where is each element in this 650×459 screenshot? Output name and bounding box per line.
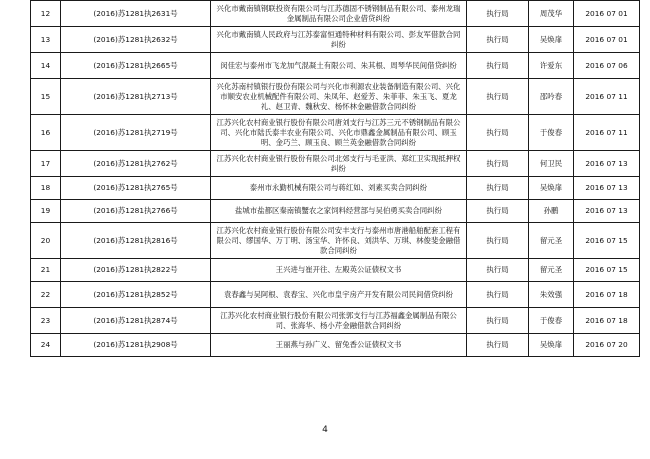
department: 执行局 (467, 53, 529, 79)
case-description: 江苏兴化农村商业银行股份有限公司安丰支行与泰州市唐港船舶配套工程有限公司、缪国华、万丁明、汤宝华、许怀良、刘洪华、万琪、林俊斐金融借款合同纠纷 (211, 223, 467, 259)
department: 执行局 (467, 200, 529, 223)
filing-date: 2016 07 01 (574, 1, 640, 27)
department: 执行局 (467, 151, 529, 177)
filing-date: 2016 07 15 (574, 223, 640, 259)
page-number: 4 (322, 425, 328, 435)
department: 执行局 (467, 79, 529, 115)
department: 执行局 (467, 308, 529, 334)
case-description: 闵佳宏与泰州市飞龙加气混凝土有限公司、朱其根、周琴华民间借贷纠纷 (211, 53, 467, 79)
case-number: (2016)苏1281执2631号 (61, 1, 211, 27)
department: 执行局 (467, 177, 529, 200)
judge: 邵吟春 (529, 79, 574, 115)
department: 执行局 (467, 1, 529, 27)
case-number: (2016)苏1281执2874号 (61, 308, 211, 334)
judge: 留元圣 (529, 223, 574, 259)
filing-date: 2016 07 13 (574, 200, 640, 223)
row-number: 22 (31, 282, 61, 308)
table-row (31, 282, 640, 308)
case-description: 盐城市盐都区秦南镇蟹农之家饲料经营部与吴伯勇买卖合同纠纷 (211, 200, 467, 223)
case-number: (2016)苏1281执2765号 (61, 177, 211, 200)
case-description: 兴化市戴南镇钢联投资有限公司与江苏德固不锈钢制品有限公司、泰州龙瑞金属制品有限公司企业借贷纠纷 (211, 1, 467, 27)
filing-date: 2016 07 11 (574, 115, 640, 151)
case-number: (2016)苏1281执2713号 (61, 79, 211, 115)
table-body (31, 1, 640, 357)
table-row (31, 1, 640, 27)
row-number: 24 (31, 334, 61, 357)
row-number: 15 (31, 79, 61, 115)
table-row (31, 223, 640, 259)
case-description: 王丽燕与孙广义、留兔香公证债权文书 (211, 334, 467, 357)
row-number: 12 (31, 1, 61, 27)
table-row (31, 259, 640, 282)
filing-date: 2016 07 01 (574, 27, 640, 53)
case-description: 江苏兴化农村商业银行股份有限公司北郊支行与毛亚洪、郑红卫实现抵押权纠纷 (211, 151, 467, 177)
case-number: (2016)苏1281执2632号 (61, 27, 211, 53)
case-description: 江苏兴化农村商业银行股份有限公司唐刘支行与江苏三元不锈钢制品有限公司、兴化市陆氏泰丰农业有限公司、兴化市鼎鑫金属制品有限公司、顾玉明、金巧兰、顾玉良、顾兰英金融借款合同纠纷 (211, 115, 467, 151)
judge: 吴焕扉 (529, 177, 574, 200)
table-row (31, 115, 640, 151)
judge: 吴焕扉 (529, 27, 574, 53)
filing-date: 2016 07 06 (574, 53, 640, 79)
row-number: 17 (31, 151, 61, 177)
judge: 留元圣 (529, 259, 574, 282)
department: 执行局 (467, 27, 529, 53)
row-number: 23 (31, 308, 61, 334)
case-number: (2016)苏1281执2762号 (61, 151, 211, 177)
case-number: (2016)苏1281执2822号 (61, 259, 211, 282)
case-number: (2016)苏1281执2908号 (61, 334, 211, 357)
department: 执行局 (467, 334, 529, 357)
filing-date: 2016 07 15 (574, 259, 640, 282)
case-number: (2016)苏1281执2665号 (61, 53, 211, 79)
department: 执行局 (467, 223, 529, 259)
filing-date: 2016 07 18 (574, 308, 640, 334)
filing-date: 2016 07 11 (574, 79, 640, 115)
case-description: 袁春鑫与吴阿根、袁春宝、兴化市皇宇房产开发有限公司民间借贷纠纷 (211, 282, 467, 308)
table-row (31, 53, 640, 79)
judge: 吴焕扉 (529, 334, 574, 357)
case-number: (2016)苏1281执2816号 (61, 223, 211, 259)
filing-date: 2016 07 18 (574, 282, 640, 308)
table-row (31, 79, 640, 115)
row-number: 14 (31, 53, 61, 79)
table-row (31, 334, 640, 357)
department: 执行局 (467, 282, 529, 308)
judge: 朱效强 (529, 282, 574, 308)
department: 执行局 (467, 259, 529, 282)
row-number: 21 (31, 259, 61, 282)
case-description: 江苏兴化农村商业银行股份有限公司张郭支行与江苏福鑫金属制品有限公司、张海华、杨小芹金融借款合同纠纷 (211, 308, 467, 334)
table-row (31, 308, 640, 334)
judge: 孙鹏 (529, 200, 574, 223)
judge: 于俊春 (529, 308, 574, 334)
case-table (30, 0, 640, 357)
row-number: 18 (31, 177, 61, 200)
case-description: 泰州市永勤机械有限公司与蒋红如、刘素买卖合同纠纷 (211, 177, 467, 200)
case-description: 王兴进与崔开往、左殿英公证债权文书 (211, 259, 467, 282)
row-number: 20 (31, 223, 61, 259)
judge: 何卫民 (529, 151, 574, 177)
case-number: (2016)苏1281执2852号 (61, 282, 211, 308)
filing-date: 2016 07 20 (574, 334, 640, 357)
row-number: 16 (31, 115, 61, 151)
case-number: (2016)苏1281执2766号 (61, 200, 211, 223)
judge: 于俊春 (529, 115, 574, 151)
department: 执行局 (467, 115, 529, 151)
filing-date: 2016 07 13 (574, 151, 640, 177)
case-description: 兴化市戴南镇人民政府与江苏泰富恒通特种材料有限公司、彭友军借款合同纠纷 (211, 27, 467, 53)
case-description: 兴化苏南村镇银行股份有限公司与兴化市利源农业装备制造有限公司、兴化市顺安农业机械配件有限公司、朱凤年、赵爱芳、朱菲菲、朱玉飞、夏龙礼、赵卫青、魏秋安、杨怀林金融借款合同纠纷 (211, 79, 467, 115)
filing-date: 2016 07 13 (574, 177, 640, 200)
row-number: 19 (31, 200, 61, 223)
row-number: 13 (31, 27, 61, 53)
case-number: (2016)苏1281执2719号 (61, 115, 211, 151)
judge: 周茂华 (529, 1, 574, 27)
table-row (31, 200, 640, 223)
table-row (31, 27, 640, 53)
table-row (31, 177, 640, 200)
judge: 许爱东 (529, 53, 574, 79)
table-row (31, 151, 640, 177)
